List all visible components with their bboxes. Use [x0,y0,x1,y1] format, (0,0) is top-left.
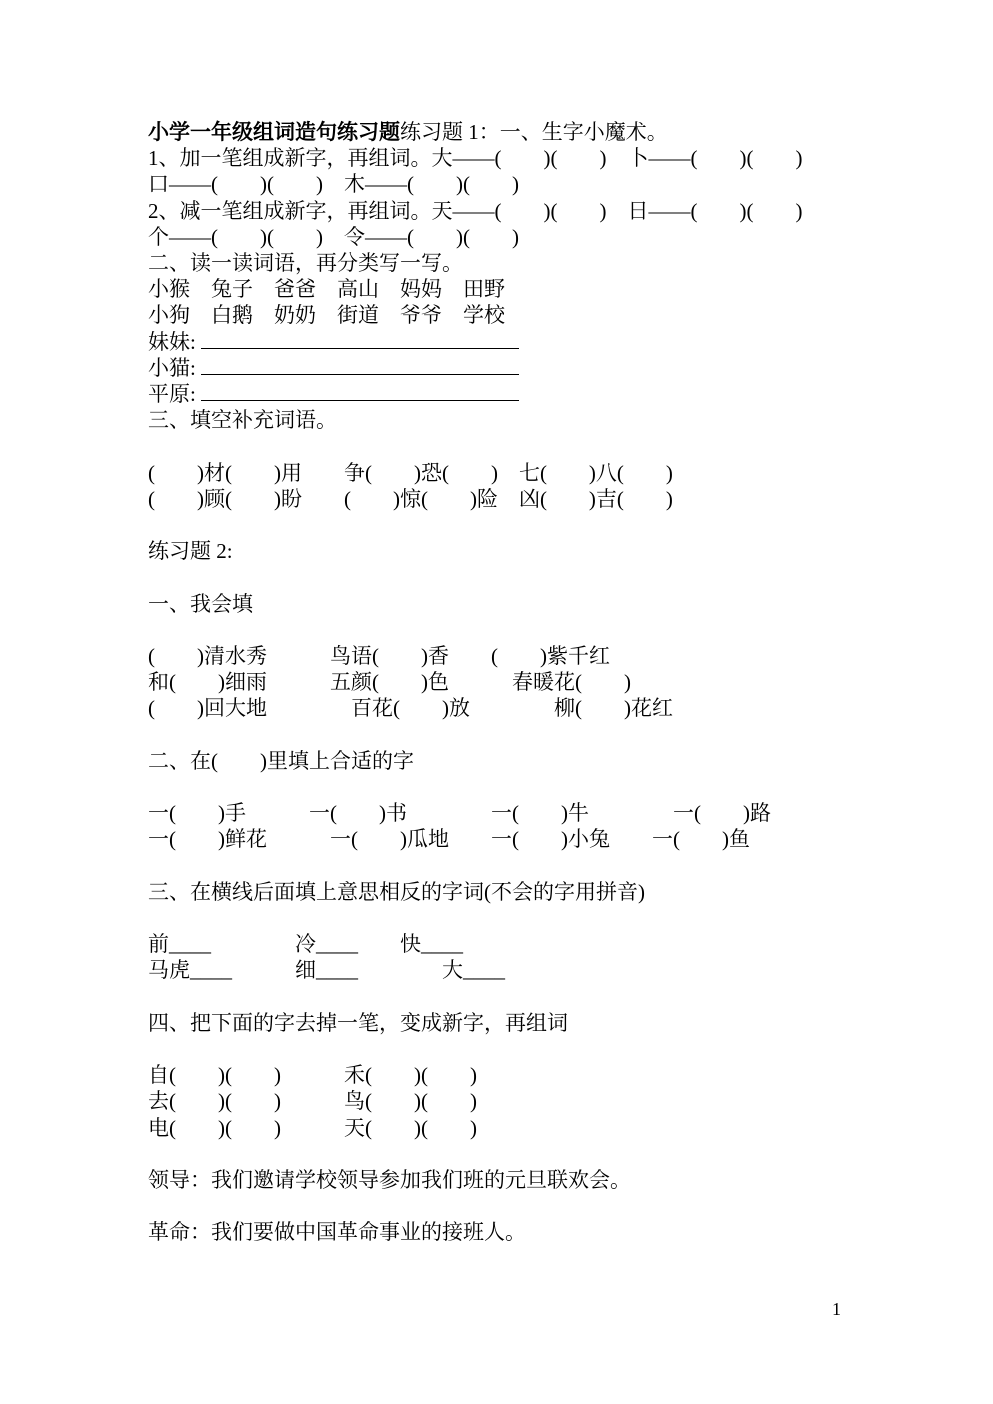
spacer [148,853,868,879]
category-label: 小猫: [148,355,202,380]
p2-q4-row3: 电( )( ) 天( )( ) [148,1115,477,1140]
word-list-row2: 小狗 白鹅 奶奶 街道 爷爷 学校 [148,303,505,328]
sentence-lingdao: 领导：我们邀请学校领导参加我们班的元旦联欢会。 [148,1167,631,1192]
spacer [148,617,868,643]
word-list-row1: 小猴 兔子 爸爸 高山 妈妈 田野 [148,277,505,302]
worksheet-title-bold: 小学一年级组词造句练习题 [148,120,400,144]
q2-remove-stroke-prompt: 2、减一笔组成新字，再组词。天——( )( ) 日——( )( ) [148,198,803,223]
q1-add-stroke-prompt: 1、加一笔组成新字，再组词。大——( )( ) 卜——( )( ) [148,146,803,171]
p2-q4-heading: 四、把下面的字去掉一笔，变成新字，再组词 [148,1010,568,1035]
p2-q4-row2: 去( )( ) 鸟( )( ) [148,1089,477,1114]
p2-q2-row1: 一( )手 一( )书 一( )牛 一( )路 [148,801,771,826]
p2-q2-heading: 二、在( )里填上合适的字 [148,748,414,773]
worksheet-lines [148,119,868,1246]
p2-q3-row1: 前____ 冷____ 快____ [148,932,463,957]
p2-q1-row3: ( )回大地 百花( )放 柳( )花红 [148,696,673,721]
title-line [148,119,868,145]
spacer [148,774,868,800]
spacer [148,433,868,459]
p2-q2-row2: 一( )鲜花 一( )瓜地 一( )小兔 一( )鱼 [148,827,750,852]
spacer [148,512,868,538]
category-label: 平原: [148,382,202,407]
q2-remove-stroke-row2: 个——( )( ) 令——( )( ) [148,224,519,249]
practice2-heading: 练习题 2: [148,539,233,564]
page-number: 1 [832,1299,841,1319]
classify-blank-meimei [148,329,868,355]
spacer [148,722,868,748]
answer-blank-line [201,381,519,401]
category-label: 妹妹: [148,329,202,354]
spacer [148,1036,868,1062]
classify-blank-pingyuan [148,381,868,407]
spacer [148,1141,868,1167]
p2-q4-row1: 自( )( ) 禾( )( ) [148,1063,477,1088]
spacer [148,564,868,590]
p2-q1-row2: 和( )细雨 五颜( )色 春暖花( ) [148,670,631,695]
spacer [148,1193,868,1219]
p2-q1-row1: ( )清水秀 鸟语( )香 ( )紫千红 [148,644,610,668]
spacer [148,984,868,1010]
q1-add-stroke-row2: 口——( )( ) 木——( )( ) [148,172,519,197]
worksheet-title-regular: 练习题 1：一、生字小魔术。 [400,120,668,144]
p2-q3-heading: 三、在横线后面填上意思相反的字词(不会的字用拼音) [148,879,645,904]
answer-blank-line [201,355,519,375]
answer-blank-line [201,329,519,349]
sec2-read-classify-prompt: 二、读一读词语，再分类写一写。 [148,251,463,276]
fill-words-row2: ( )顾( )盼 ( )惊( )险 凶( )吉( ) [148,486,673,511]
spacer [148,905,868,931]
sec3-fill-words-prompt: 三、填空补充词语。 [148,408,337,433]
p2-q3-row2: 马虎____ 细____ 大____ [148,958,505,983]
sentence-geming: 革命：我们要做中国革命事业的接班人。 [148,1220,526,1245]
fill-words-row1: ( )材( )用 争( )恐( ) 七( )八( ) [148,460,673,485]
classify-blank-xiaomao [148,355,868,381]
p2-q1-heading: 一、我会填 [148,591,253,616]
